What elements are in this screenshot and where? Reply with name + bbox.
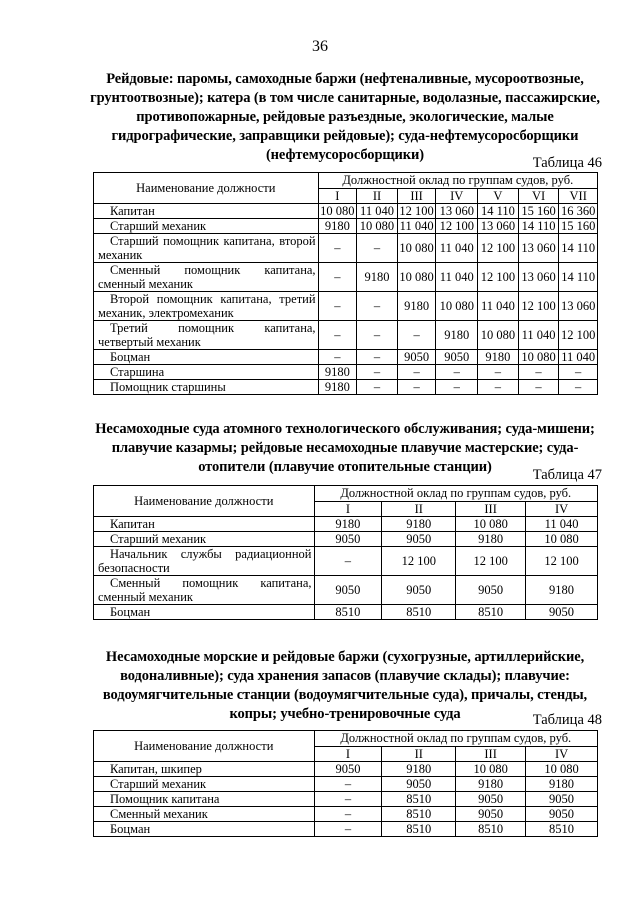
salary-cell: – <box>318 234 357 263</box>
salary-cell: – <box>318 263 357 292</box>
salary-cell: – <box>436 365 478 380</box>
salary-cell: – <box>436 380 478 395</box>
table-row <box>94 576 598 605</box>
position-name: Капитан <box>94 517 315 532</box>
position-name: Помощник капитана <box>94 792 315 807</box>
position-name: Третий помощник капитана, четвертый механик <box>94 321 319 350</box>
table-row <box>94 532 598 547</box>
salary-cell: – <box>357 350 398 365</box>
salary-cell: 11 040 <box>357 204 398 219</box>
group-header: VI <box>518 188 559 204</box>
table-row <box>94 762 598 777</box>
salary-cell: 10 080 <box>436 292 478 321</box>
salary-cell: 9180 <box>456 777 526 792</box>
table-row <box>94 605 598 620</box>
col-header-name: Наименование должности <box>94 173 319 204</box>
salary-cell: – <box>478 365 519 380</box>
section-heading-46: Рейдовые: паромы, самоходные баржи (нефтеналивные, мусороотвозные, грунтоотвозные); катера (в том числе санитарные, водолазные, пассажирские, противопожарные, рейдовые разъездные, экологические, малые гидрографические, заправщики рейдовые); суда-нефтемусоросборщики (нефтемусоросборщики) <box>90 71 600 163</box>
position-name: Старший механик <box>94 219 319 234</box>
salary-cell: 10 080 <box>397 263 436 292</box>
salary-cell: – <box>357 234 398 263</box>
section-heading-47: Несамоходные суда атомного технологического обслуживания; суда-мишени; плавучие казармы; рейдовые несамоходные плавучие мастерские; суда-отопители (плавучие отопительные станции) <box>95 421 595 475</box>
salary-cell: 9050 <box>526 792 598 807</box>
table-row <box>94 807 598 822</box>
col-header-name: Наименование должности <box>94 486 315 517</box>
salary-cell: 9050 <box>314 576 382 605</box>
salary-cell: 9180 <box>436 321 478 350</box>
salary-cell: – <box>314 547 382 576</box>
position-name: Помощник старшины <box>94 380 319 395</box>
salary-cell: 9180 <box>357 263 398 292</box>
salary-cell: 8510 <box>382 822 456 837</box>
table-label-48: Таблица 48 <box>532 712 602 728</box>
salary-cell: 13 060 <box>518 263 559 292</box>
position-name: Боцман <box>94 605 315 620</box>
position-name: Старшина <box>94 365 319 380</box>
table-row <box>94 822 598 837</box>
table-row <box>94 365 598 380</box>
position-name: Старший помощник капитана, второй механик <box>94 234 319 263</box>
salary-cell: 15 160 <box>518 204 559 219</box>
table-row <box>94 204 598 219</box>
group-header: I <box>314 746 382 762</box>
salary-table-47 <box>93 485 598 620</box>
table-row <box>94 219 598 234</box>
salary-cell: 9180 <box>382 517 456 532</box>
salary-cell: 9180 <box>456 532 526 547</box>
salary-cell: 9180 <box>526 777 598 792</box>
position-name: Капитан <box>94 204 319 219</box>
salary-cell: 9180 <box>478 350 519 365</box>
salary-cell: 8510 <box>382 605 456 620</box>
position-name: Сменный помощник капитана, сменный механик <box>94 576 315 605</box>
salary-cell: 10 080 <box>357 219 398 234</box>
position-name: Старший механик <box>94 532 315 547</box>
group-header: II <box>357 188 398 204</box>
group-header: I <box>314 501 382 517</box>
salary-cell: 15 160 <box>559 219 598 234</box>
group-header: II <box>382 746 456 762</box>
position-name: Сменный помощник капитана, сменный механик <box>94 263 319 292</box>
salary-cell: 11 040 <box>478 292 519 321</box>
salary-cell: – <box>357 380 398 395</box>
group-header: V <box>478 188 519 204</box>
salary-cell: – <box>314 792 382 807</box>
salary-cell: 13 060 <box>559 292 598 321</box>
salary-cell: 8510 <box>382 807 456 822</box>
position-name: Второй помощник капитана, третий механик, электромеханик <box>94 292 319 321</box>
salary-cell: 9050 <box>456 807 526 822</box>
salary-cell: 14 110 <box>559 263 598 292</box>
position-name: Старший механик <box>94 777 315 792</box>
col-header-group: Должностной оклад по группам судов, руб. <box>314 486 598 502</box>
salary-cell: 14 110 <box>478 204 519 219</box>
salary-cell: 11 040 <box>526 517 598 532</box>
salary-cell: – <box>397 365 436 380</box>
salary-cell: 10 080 <box>526 762 598 777</box>
salary-cell: 16 360 <box>559 204 598 219</box>
salary-cell: 13 060 <box>436 204 478 219</box>
salary-table-46 <box>93 172 598 395</box>
salary-cell: 9180 <box>314 517 382 532</box>
salary-cell: – <box>314 807 382 822</box>
salary-cell: – <box>357 365 398 380</box>
position-name: Боцман <box>94 822 315 837</box>
salary-cell: 9180 <box>382 762 456 777</box>
salary-cell: 12 100 <box>526 547 598 576</box>
group-header: II <box>382 501 456 517</box>
salary-cell: 11 040 <box>397 219 436 234</box>
salary-cell: – <box>357 292 398 321</box>
salary-cell: 9050 <box>397 350 436 365</box>
group-header: III <box>456 746 526 762</box>
salary-cell: 9050 <box>526 807 598 822</box>
salary-cell: 9050 <box>456 792 526 807</box>
position-name: Начальник службы радиационной безопасности <box>94 547 315 576</box>
salary-cell: – <box>518 380 559 395</box>
salary-cell: – <box>318 321 357 350</box>
salary-cell: 10 080 <box>456 762 526 777</box>
salary-cell: 8510 <box>456 822 526 837</box>
table-row <box>94 517 598 532</box>
salary-cell: 12 100 <box>518 292 559 321</box>
salary-cell: 9180 <box>397 292 436 321</box>
group-header: VII <box>559 188 598 204</box>
salary-cell: – <box>314 822 382 837</box>
salary-cell: 9180 <box>318 380 357 395</box>
col-header-group: Должностной оклад по группам судов, руб. <box>314 731 597 747</box>
salary-cell: – <box>357 321 398 350</box>
salary-cell: – <box>314 777 382 792</box>
salary-cell: 10 080 <box>397 234 436 263</box>
page-number: 36 <box>312 38 328 55</box>
salary-cell: 9050 <box>382 532 456 547</box>
salary-cell: 12 100 <box>559 321 598 350</box>
salary-cell: 11 040 <box>436 234 478 263</box>
table-row <box>94 292 598 321</box>
salary-cell: – <box>318 350 357 365</box>
table-label-46: Таблица 46 <box>532 155 602 171</box>
group-header: IV <box>526 746 598 762</box>
salary-cell: 9050 <box>314 762 382 777</box>
salary-cell: – <box>397 321 436 350</box>
salary-cell: 10 080 <box>518 350 559 365</box>
table-row <box>94 263 598 292</box>
position-name: Сменный механик <box>94 807 315 822</box>
salary-cell: – <box>478 380 519 395</box>
salary-cell: – <box>559 365 598 380</box>
table-row <box>94 350 598 365</box>
salary-cell: 13 060 <box>518 234 559 263</box>
table-row <box>94 777 598 792</box>
salary-cell: – <box>559 380 598 395</box>
salary-cell: 9180 <box>318 219 357 234</box>
salary-cell: 9050 <box>382 576 456 605</box>
table-label-47: Таблица 47 <box>532 467 602 483</box>
salary-cell: 8510 <box>314 605 382 620</box>
salary-table-48 <box>93 730 598 837</box>
salary-cell: 8510 <box>382 792 456 807</box>
salary-cell: 11 040 <box>518 321 559 350</box>
salary-cell: 14 110 <box>518 219 559 234</box>
salary-cell: 12 100 <box>436 219 478 234</box>
table-row <box>94 547 598 576</box>
salary-cell: 9050 <box>314 532 382 547</box>
salary-cell: 12 100 <box>382 547 456 576</box>
group-header: I <box>318 188 357 204</box>
salary-cell: 11 040 <box>436 263 478 292</box>
salary-cell: 9180 <box>526 576 598 605</box>
salary-cell: 13 060 <box>478 219 519 234</box>
col-header-name: Наименование должности <box>94 731 315 762</box>
salary-cell: 14 110 <box>559 234 598 263</box>
salary-cell: 8510 <box>526 822 598 837</box>
salary-cell: 9050 <box>456 576 526 605</box>
salary-cell: 10 080 <box>456 517 526 532</box>
salary-cell: 10 080 <box>478 321 519 350</box>
position-name: Боцман <box>94 350 319 365</box>
salary-cell: 12 100 <box>478 263 519 292</box>
table-row <box>94 234 598 263</box>
section-heading-48: Несамоходные морские и рейдовые баржи (сухогрузные, артиллерийские, водоналивные); суда хранения запасов (плавучие склады); плавучие: водоумягчительные станции (водоумягчительные суда), причалы, стенды, копры; учебно-тренировочные суда <box>102 649 588 722</box>
group-header: III <box>397 188 436 204</box>
salary-cell: 11 040 <box>559 350 598 365</box>
table-row <box>94 792 598 807</box>
group-header: III <box>456 501 526 517</box>
position-name: Капитан, шкипер <box>94 762 315 777</box>
salary-cell: – <box>397 380 436 395</box>
salary-cell: 9180 <box>318 365 357 380</box>
group-header: IV <box>436 188 478 204</box>
salary-cell: 8510 <box>456 605 526 620</box>
salary-cell: – <box>518 365 559 380</box>
col-header-group: Должностной оклад по группам судов, руб. <box>318 173 597 189</box>
salary-cell: 9050 <box>382 777 456 792</box>
group-header: IV <box>526 501 598 517</box>
salary-cell: 9050 <box>436 350 478 365</box>
salary-cell: 10 080 <box>526 532 598 547</box>
salary-cell: 12 100 <box>456 547 526 576</box>
salary-cell: 9050 <box>526 605 598 620</box>
salary-cell: 10 080 <box>318 204 357 219</box>
salary-cell: 12 100 <box>397 204 436 219</box>
table-row <box>94 380 598 395</box>
table-row <box>94 321 598 350</box>
salary-cell: 12 100 <box>478 234 519 263</box>
salary-cell: – <box>318 292 357 321</box>
